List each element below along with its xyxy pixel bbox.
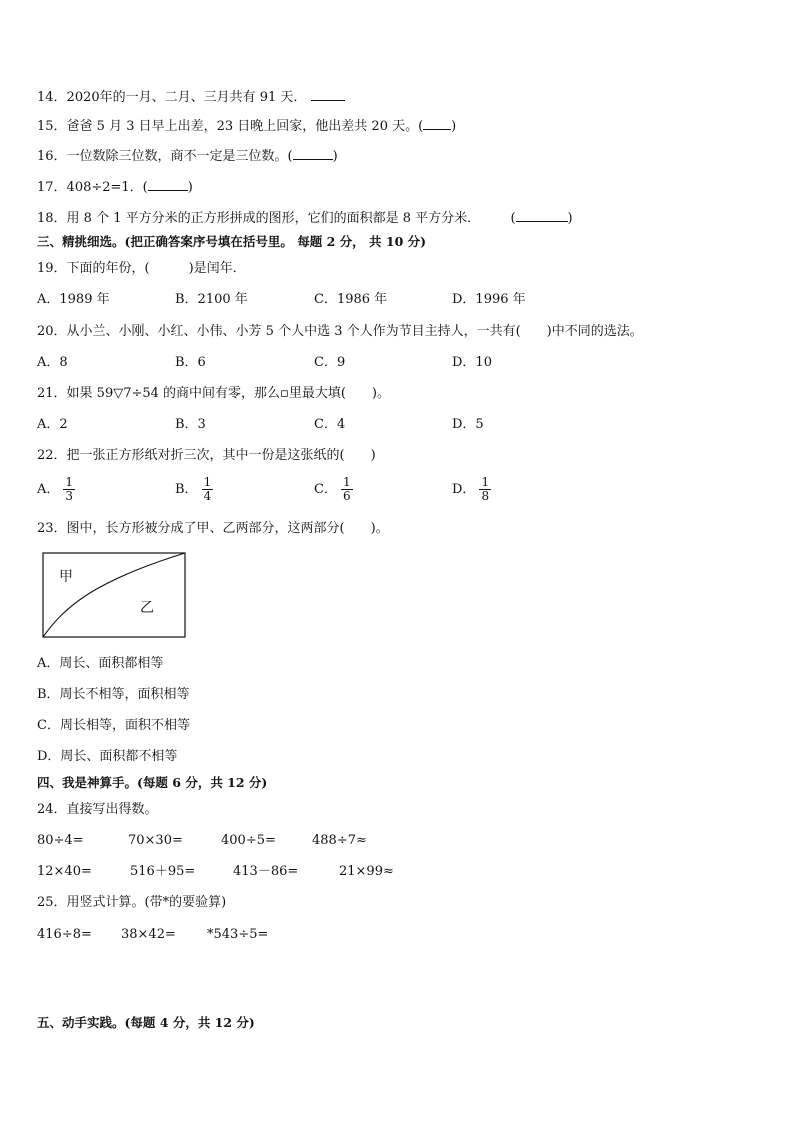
calc-item: *543÷5= (207, 927, 269, 942)
question-14 (37, 87, 345, 107)
answer-blank[interactable] (293, 146, 333, 160)
question-20-text: 20．从小兰、小刚、小红、小伟、小芳 5 个人中选 3 个人作为节目主持人，一共有( )中不同的选法。 (37, 324, 643, 339)
denominator: 8 (481, 489, 490, 503)
calc-item: 70×30= (128, 833, 183, 848)
answer-blank[interactable] (516, 208, 568, 222)
question-21-text: 21．如果 59▽7÷54 的商中间有零，那么▫里最大填( )。 (37, 386, 391, 401)
question-15-text: 15．爸爸 5 月 3 日早上出差，23 日晚上回家，他出差共 20 天。( (37, 119, 424, 134)
option-d[interactable]: D．周长、面积都不相等 (37, 749, 178, 764)
fraction (479, 476, 491, 503)
option-b[interactable]: B．2100 年 (175, 292, 248, 307)
option-a[interactable] (37, 476, 75, 503)
option-c[interactable]: C．9 (314, 355, 346, 370)
section-3-title: 三、精挑细选。(把正确答案序号填在括号里。 每题 2 分， 共 10 分) (37, 234, 427, 249)
numerator: 1 (203, 475, 212, 489)
option-label: B． (175, 482, 198, 497)
calc-item: 516＋95= (130, 864, 196, 879)
question-17 (37, 177, 193, 197)
option-d[interactable]: D．5 (452, 417, 484, 432)
option-a[interactable]: A．2 (37, 417, 68, 432)
section-4-title: 四、我是神算手。(每题 6 分，共 12 分) (37, 775, 268, 790)
option-b[interactable] (175, 476, 213, 503)
question-17-text: 17．408÷2=1．( (37, 180, 148, 195)
option-b[interactable]: B．周长不相等，面积相等 (37, 687, 190, 702)
option-d[interactable]: D．1996 年 (452, 292, 526, 307)
option-d[interactable]: D．10 (452, 355, 492, 370)
question-25-text: 25．用竖式计算。(带*的要验算) (37, 895, 227, 910)
dividing-curve (43, 553, 185, 637)
question-22-text: 22．把一张正方形纸对折三次，其中一份是这张纸的( ) (37, 448, 376, 463)
numerator: 1 (342, 475, 351, 489)
fraction (202, 476, 214, 503)
question-24-text: 24．直接写出得数。 (37, 802, 158, 817)
question-19-text: 19．下面的年份，( )是闰年． (37, 261, 246, 276)
question-15 (37, 116, 456, 136)
denominator: 3 (65, 489, 74, 503)
calc-item: 80÷4= (37, 833, 84, 848)
rectangle-figure (40, 551, 190, 641)
calc-item: 400÷5= (221, 833, 276, 848)
answer-blank[interactable] (148, 177, 188, 191)
option-a[interactable]: A．1989 年 (37, 292, 110, 307)
denominator: 6 (342, 489, 351, 503)
answer-blank[interactable] (423, 116, 451, 130)
option-c[interactable]: C．周长相等，面积不相等 (37, 718, 190, 733)
region-label-b: 乙 (140, 600, 154, 616)
question-14-text: 14．2020年的一月、二月、三月共有 91 天． (37, 90, 307, 105)
calc-item: 413－86= (233, 864, 299, 879)
option-d[interactable] (452, 476, 491, 503)
answer-blank[interactable] (311, 87, 345, 101)
option-a[interactable]: A．周长、面积都相等 (37, 656, 164, 671)
option-label: A． (37, 482, 60, 497)
option-b[interactable]: B．3 (175, 417, 206, 432)
region-label-a: 甲 (59, 569, 73, 585)
option-a[interactable]: A．8 (37, 355, 68, 370)
denominator: 4 (203, 489, 212, 503)
close-paren: ) (332, 149, 338, 164)
question-18 (37, 208, 573, 228)
question-18-text: 18．用 8 个 1 平方分米的正方形拼成的图形，它们的面积都是 8 平方分米． (37, 211, 481, 226)
fraction (341, 476, 353, 503)
question-16 (37, 146, 338, 166)
question-16-text: 16．一位数除三位数，商不一定是三位数。( (37, 149, 293, 164)
calc-item: 21×99≈ (339, 864, 394, 879)
calc-item: 12×40= (37, 864, 92, 879)
fraction (63, 476, 75, 503)
option-c[interactable]: C．1986 年 (314, 292, 388, 307)
rectangle-outline (43, 553, 185, 637)
numerator: 1 (65, 475, 74, 489)
calc-item: 416÷8= (37, 927, 92, 942)
option-b[interactable]: B．6 (175, 355, 206, 370)
calc-item: 488÷7≈ (312, 833, 367, 848)
option-label: D． (452, 482, 476, 497)
option-label: C． (314, 482, 337, 497)
close-paren: ) (567, 211, 573, 226)
option-c[interactable] (314, 476, 353, 503)
numerator: 1 (481, 475, 490, 489)
open-paren: ( (510, 211, 516, 226)
section-5-title: 五、动手实践。(每题 4 分，共 12 分) (37, 1015, 255, 1030)
option-c[interactable]: C．4 (314, 417, 346, 432)
close-paren: ) (187, 180, 193, 195)
close-paren: ) (451, 119, 457, 134)
calc-item: 38×42= (121, 927, 176, 942)
question-23-text: 23．图中，长方形被分成了甲、乙两部分，这两部分( )。 (37, 521, 389, 536)
